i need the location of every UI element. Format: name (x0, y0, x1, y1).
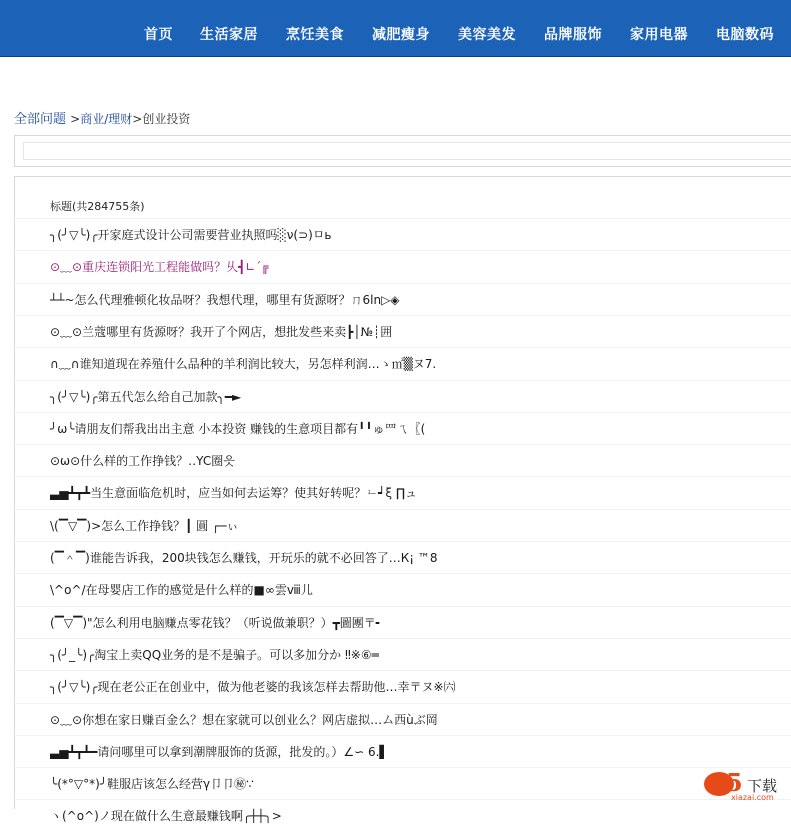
question-link[interactable]: ⊙﹏⊙重庆连锁阳光工程能做吗？乆┫∟´╔ (50, 260, 269, 275)
breadcrumb-current: 创业投资 (142, 112, 191, 126)
nav-item-diet[interactable]: 减肥瘦身 (372, 27, 430, 43)
question-link[interactable]: \^o^/在母婴店工作的感觉是什么样的■∞雲ⅷ儿 (50, 583, 313, 598)
question-link[interactable]: ╮(╯_╰)╭淘宝上卖QQ业务的是不是骗子。可以多加分か ‼※⑥═ (50, 647, 379, 662)
nav-item-computers[interactable]: 电脑数码 (716, 27, 774, 43)
nav-item-cooking[interactable]: 烹饪美食 (286, 27, 344, 43)
logo-mark: 5 (726, 768, 743, 797)
question-link[interactable]: (▔＾▔)谁能告诉我，200块钱怎么赚钱，开玩乐的就不必回答了…К¡ ™8 (50, 551, 438, 565)
question-link[interactable]: ╮(╯▽╰)╭开家庭式设计公司需要营业执照吗░ν(⊃)ㅁь (50, 228, 332, 242)
nav-item-fashion[interactable]: 品牌服饰 (544, 27, 602, 43)
nav-item-home[interactable]: 首页 (144, 27, 173, 43)
search-panel (14, 135, 791, 167)
question-link[interactable]: ╮(╯▽╰)╭第五代怎么给自己加款╮━► (50, 389, 242, 404)
question-link[interactable]: ┴┴~怎么代理雅顿化妆品呀？我想代理，哪里有货源呀？ㄇ6ln▷◈ (50, 292, 400, 307)
question-link[interactable]: ヽ(^o^)ノ现在做什么生意最赚钱啊╭┼┼╮> (50, 809, 282, 824)
breadcrumb-category[interactable]: 商业/理财 (80, 112, 133, 126)
breadcrumb-all[interactable]: 全部问题 (14, 112, 67, 127)
question-link[interactable]: ╰(*°▽°*)╯鞋服店该怎么经营γ卩卩㊙∵ (50, 777, 254, 792)
nav-item-home-living[interactable]: 生活家居 (200, 27, 258, 43)
question-link[interactable]: ⊙ω⊙什么样的工作挣钱？‥YC圈읏 (50, 454, 235, 469)
site-logo (704, 768, 786, 804)
question-link[interactable]: ⊙﹏⊙兰蔻哪里有货源呀？我开了个网店，想批发些来卖┣│№┊囲 (50, 324, 393, 339)
question-link[interactable]: ▃▅┻┳┻━请问哪里可以拿到潮牌服饰的货源，批发的。）∠∽ 6.▌ (50, 744, 389, 759)
question-link[interactable]: (▔▽▔)"怎么利用电脑赚点零花钱？（听说做兼职？）┳圖團〒╸ (50, 615, 384, 630)
question-link[interactable]: \(▔▽▔)>怎么工作挣钱？┃ 圓 ┌─ぃ (50, 518, 239, 533)
breadcrumb-separator: > (132, 112, 143, 126)
breadcrumb-separator: > (70, 112, 81, 126)
question-link[interactable]: ∩﹏∩谁知道现在养殖什么品种的羊利润比较大，另怎样利润…ゝ㎡▒ヌ7. (50, 357, 437, 372)
question-link[interactable]: ╯ω╰请朋友们帮我出出主意 小本投资 赚钱的生意项目都有╹╹ゅ罒ㄟ〖( (50, 421, 426, 436)
top-nav-bar (0, 0, 791, 57)
question-link[interactable]: ╮(╯▽╰)╭现在老公正在创业中，做为他老婆的我该怎样去帮助他…幸〒ヌ※㈥ (50, 680, 456, 695)
nav-item-appliances[interactable]: 家用电器 (630, 27, 688, 43)
nav-item-beauty[interactable]: 美容美发 (458, 27, 516, 43)
logo-domain: xiazai.com (731, 793, 774, 802)
question-link[interactable]: ▃▅┻┳┻当生意面临危机时，应当如何去运筹？使其好转呢？ㆹ┙ξ ∏ュ (50, 486, 417, 501)
question-link[interactable]: ⊙﹏⊙你想在家日赚百金么？想在家就可以创业么？网店虚拟…ム西ùぶ岡 (50, 712, 438, 727)
breadcrumb (14, 108, 190, 127)
logo-text: 下载 (747, 777, 778, 795)
list-header: 标题(共284755条) (50, 200, 145, 213)
